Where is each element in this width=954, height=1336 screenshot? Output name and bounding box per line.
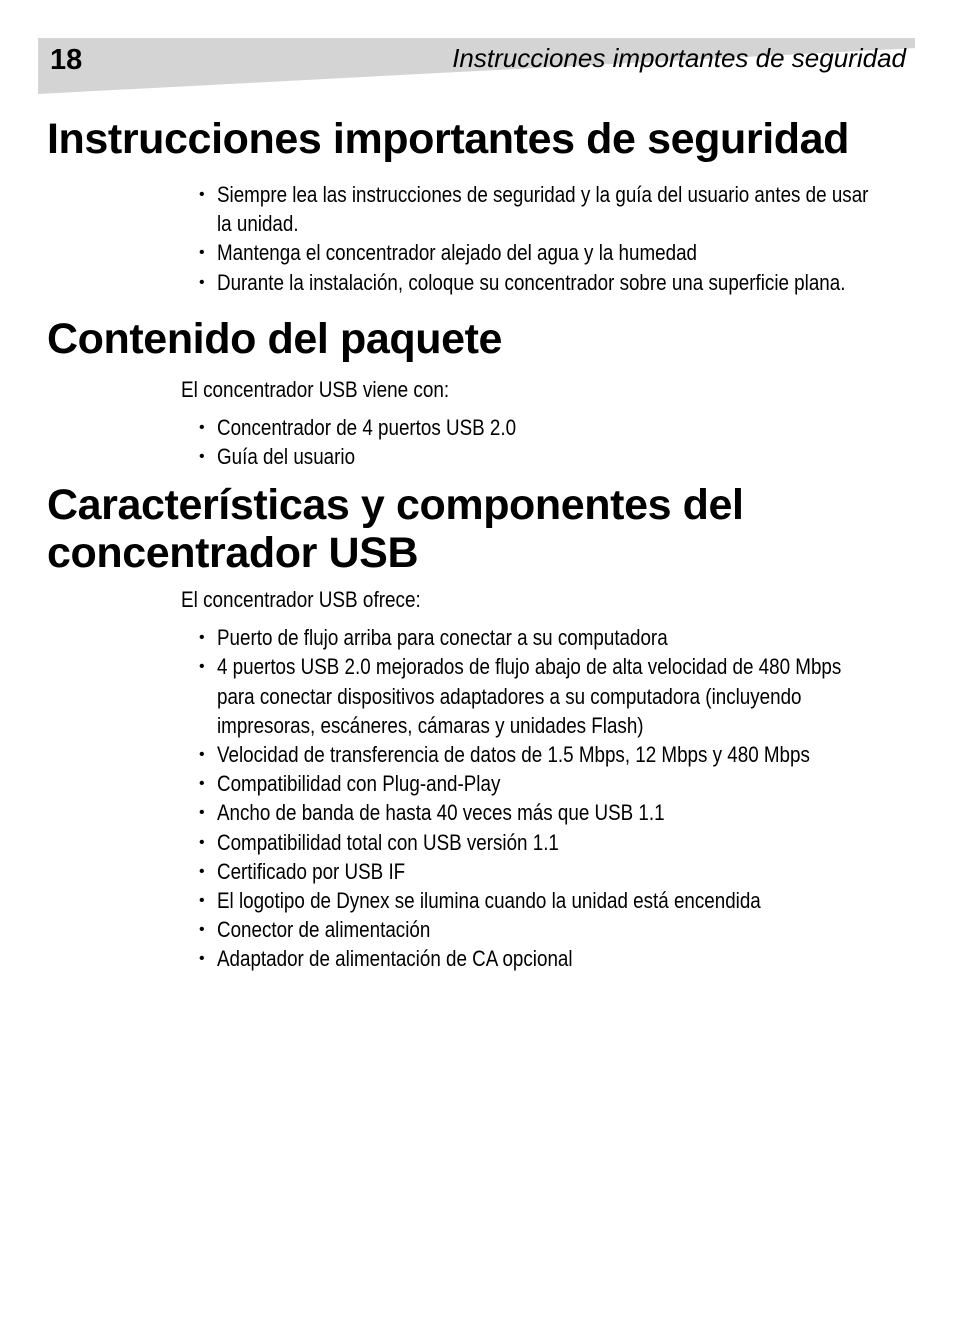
list-item [199, 442, 917, 471]
list-item [199, 857, 917, 886]
safety-heading: Instrucciones importantes de seguridad [47, 115, 849, 163]
list-item [199, 238, 917, 267]
list-item [199, 652, 917, 740]
list-item [199, 944, 917, 973]
features-list [47, 623, 917, 973]
bullet-icon: • [199, 448, 205, 466]
bullet-icon: • [199, 746, 205, 764]
list-item-text: Guía del usuario [217, 444, 356, 470]
list-item-text: Adaptador de alimentación de CA opcional [217, 946, 573, 972]
list-item-text: El logotipo de Dynex se ilumina cuando la unidad está encendida [217, 888, 761, 914]
list-item-text: Ancho de banda de hasta 40 veces más que USB 1.1 [217, 800, 665, 826]
list-item-text: Certificado por USB IF [217, 858, 406, 884]
running-title: Instrucciones importantes de seguridad [452, 43, 906, 73]
bullet-icon: • [199, 629, 205, 647]
list-item-text: Puerto de flujo arriba para conectar a su computadora [217, 625, 668, 651]
list-item-text: Durante la instalación, coloque su concentrador sobre una superficie plana. [217, 269, 846, 295]
bullet-icon: • [199, 244, 205, 262]
safety-list [47, 180, 917, 297]
page-header [38, 38, 915, 94]
list-item-text: Conector de alimentación [217, 917, 431, 943]
bullet-icon: • [199, 833, 205, 851]
list-item-text: Compatibilidad con Plug-and-Play [217, 771, 501, 797]
bullet-icon: • [199, 892, 205, 910]
list-item [199, 886, 917, 915]
package-intro: El concentrador USB viene con: [181, 376, 450, 402]
list-item-text: Siempre lea las instrucciones de seguridad y la guía del usuario antes de usar la unidad. [217, 182, 869, 237]
bullet-icon: • [199, 658, 205, 676]
page-number: 18 [50, 44, 83, 76]
page-content [47, 110, 917, 974]
bullet-icon: • [199, 921, 205, 939]
list-item-text: 4 puertos USB 2.0 mejorados de flujo abajo de alta velocidad de 480 Mbps para conectar dispositivos adaptadores a su computadora (incluyendo impresoras, escáneres, cámaras y unidades Flash) [217, 654, 842, 738]
bullet-icon: • [199, 775, 205, 793]
list-item-text: Concentrador de 4 puertos USB 2.0 [217, 414, 517, 440]
list-item [199, 828, 917, 857]
list-item [199, 180, 917, 238]
list-item [199, 798, 917, 827]
list-item-text: Mantenga el concentrador alejado del agua y la humedad [217, 240, 698, 266]
package-heading: Contenido del paquete [47, 314, 503, 363]
package-list [47, 413, 917, 471]
list-item-text: Velocidad de transferencia de datos de 1.5 Mbps, 12 Mbps y 480 Mbps [217, 742, 810, 768]
bullet-icon: • [199, 418, 205, 436]
features-intro: El concentrador USB ofrece: [181, 587, 421, 613]
list-item-text: Compatibilidad total con USB versión 1.1 [217, 829, 559, 855]
bullet-icon: • [199, 804, 205, 822]
list-item [199, 915, 917, 944]
bullet-icon: • [199, 186, 205, 203]
bullet-icon: • [199, 862, 205, 880]
bullet-icon: • [199, 273, 205, 291]
list-item [199, 769, 917, 798]
features-heading: Características y componentes del concentrador USB [47, 481, 744, 578]
list-item [199, 623, 917, 652]
list-item [199, 413, 917, 442]
list-item [199, 268, 917, 297]
bullet-icon: • [199, 950, 205, 968]
list-item [199, 740, 917, 769]
